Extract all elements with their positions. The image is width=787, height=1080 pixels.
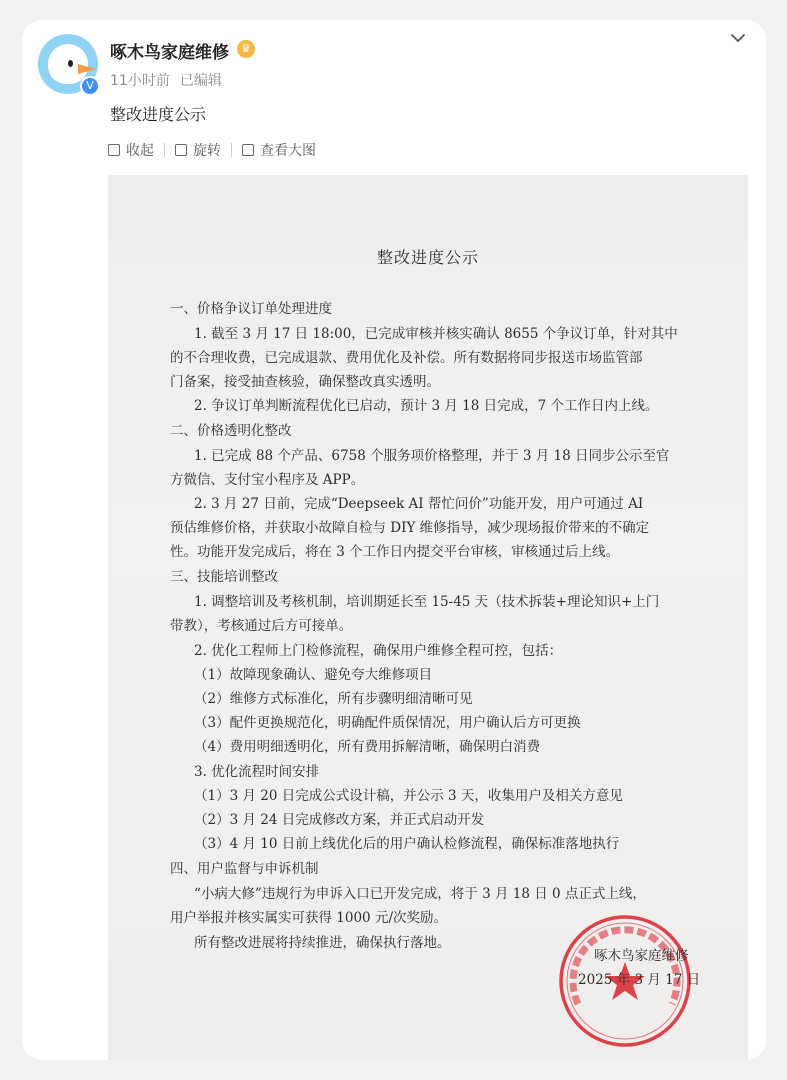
post-meta	[110, 70, 222, 90]
document-line: （3）4 月 10 日前上线优化后的用户确认检修流程，确保标准落地执行	[194, 836, 620, 852]
chevron-down-icon[interactable]	[728, 28, 748, 48]
verified-icon: V	[80, 76, 100, 96]
rotate-icon	[175, 144, 187, 156]
document-line: （3）配件更换规范化，明确配件质保情况，用户确认后方可更换	[194, 715, 581, 731]
section-heading: 四、用户监督与申诉机制	[170, 861, 319, 877]
section-heading: 二、价格透明化整改	[170, 423, 292, 439]
collapse-label: 收起	[126, 143, 154, 159]
collapse-icon	[108, 144, 120, 156]
document-line: 的不合理收费，已完成退款、费用优化及补偿。所有数据将同步报送市场监管部	[170, 350, 643, 366]
image-toolbar	[108, 140, 316, 162]
section-heading: 一、价格争议订单处理进度	[170, 301, 332, 317]
toolbar-divider	[231, 143, 232, 157]
document-line: 所有整改进展将持续推进，确保执行落地。	[194, 935, 451, 951]
document-line: 1. 已完成 88 个产品、6758 个服务项价格整理，并于 3 月 18 日同步公示至官	[194, 448, 670, 464]
document-line: 门备案，接受抽查核验，确保整改真实透明。	[170, 374, 440, 390]
rotate-label: 旋转	[193, 143, 221, 159]
view-large-icon	[242, 144, 254, 156]
avatar-beak	[78, 64, 96, 74]
document-line: 2. 优化工程师上门检修流程，确保用户维修全程可控，包括：	[194, 643, 563, 659]
document-line: 预估维修价格，并获取小故障自检与 DIY 维修指导，减少现场报价带来的不确定	[170, 520, 650, 536]
toolbar-divider	[164, 143, 165, 157]
crown-badge-icon[interactable]: ♛	[237, 40, 255, 58]
rotate-button[interactable]	[175, 140, 221, 160]
document-line: 2. 争议订单判断流程优化已启动，预计 3 月 18 日完成，7 个工作日内上线。	[194, 398, 659, 414]
avatar-eye	[68, 60, 73, 67]
document-line: （2）3 月 24 日完成修改方案，并正式启动开发	[194, 812, 485, 828]
author-name[interactable]: 啄木鸟家庭维修	[110, 43, 229, 63]
signature-name: 啄木鸟家庭维修	[594, 948, 689, 964]
document-line: 带教），考核通过后方可接单。	[170, 618, 353, 634]
post-text: 整改进度公示	[110, 105, 207, 124]
document-line: 性。功能开发完成后，将在 3 个工作日内提交平台审核，审核通过后上线。	[170, 544, 620, 560]
document-line: 1. 截至 3 月 17 日 18:00，已完成审核并核实确认 8655 个争议订单，针对其中	[194, 326, 678, 342]
document-line: （4）费用明细透明化，所有费用拆解清晰，确保明白消费	[194, 739, 541, 755]
post-header	[22, 20, 766, 128]
document-line: 用户举报并核实属实可获得 1000 元/次奖励。	[170, 910, 447, 926]
collapse-button[interactable]	[108, 140, 154, 160]
view-large-label: 查看大图	[260, 143, 316, 159]
document-line: 方微信、支付宝小程序及 APP。	[170, 472, 365, 488]
document-line: （1）故障现象确认、避免夸大维修项目	[194, 667, 433, 683]
document-line: （2）维修方式标准化，所有步骤明细清晰可见	[194, 691, 473, 707]
document-line: 1. 调整培训及考核机制，培训期延长至 15-45 天（技术拆装+理论知识+上门	[194, 594, 660, 610]
post-image[interactable]	[108, 175, 748, 1060]
document-line: “小病大修”违规行为申诉入口已开发完成，将于 3 月 18 日 0 点正式上线，	[194, 886, 646, 902]
post-time: 11小时前	[110, 73, 170, 89]
post-card	[22, 20, 766, 1060]
view-large-button[interactable]	[242, 140, 316, 160]
notice-document	[108, 175, 748, 1060]
edited-label: 已编辑	[179, 73, 222, 89]
document-line: （1）3 月 20 日完成公式设计稿，并公示 3 天，收集用户及相关方意见	[194, 788, 623, 804]
document-line: 3. 优化流程时间安排	[194, 764, 320, 780]
signature-date: 2025 年 3 月 17 日	[578, 972, 701, 988]
document-line: 2. 3 月 27 日前，完成“Deepseek AI 帮忙问价”功能开发，用户可通过 AI	[194, 496, 644, 512]
section-heading: 三、技能培训整改	[170, 569, 278, 585]
document-title: 整改进度公示	[376, 248, 479, 267]
